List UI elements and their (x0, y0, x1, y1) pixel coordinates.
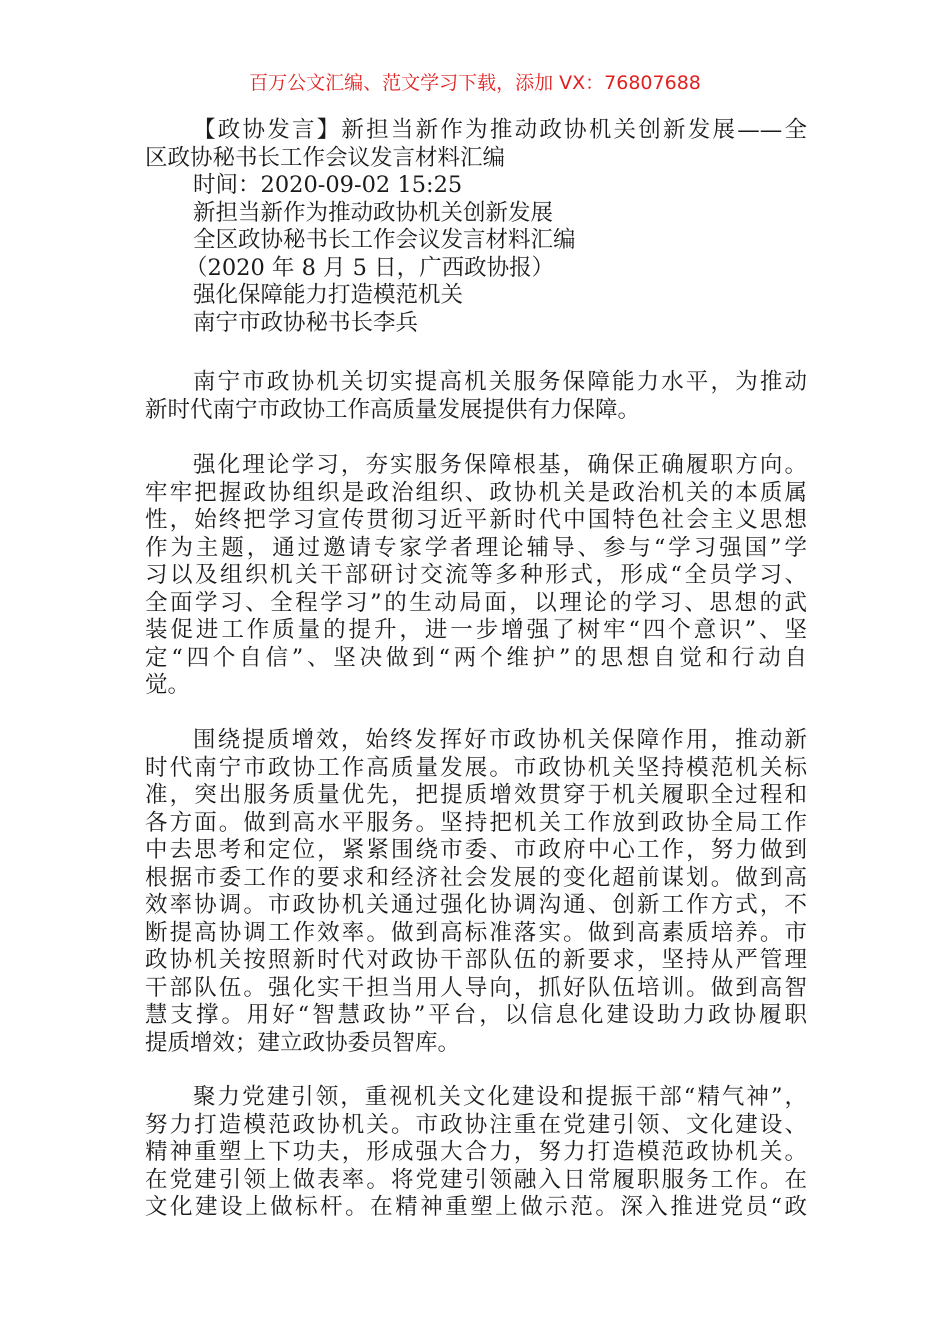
author: 南宁市政协秘书长李兵 (193, 309, 419, 336)
paragraph-line: 觉。 (145, 672, 191, 698)
paragraph-line: 南宁市政协机关切实提高机关服务保障能力水平，为推动 (193, 369, 807, 395)
paragraph-line: 干部队伍。强化实干担当用人导向，抓好队伍培训。做到高智 (145, 974, 807, 1001)
subtitle: 全区政协秘书长工作会议发言材料汇编 (193, 227, 576, 253)
paragraph-line: 各方面。做到高水平服务。坚持把机关工作放到政协全局工作 (145, 809, 807, 836)
paragraph-line: 断提高协调工作效率。做到高标准落实。做到高素质培养。市 (145, 919, 807, 946)
paragraph-line: 强化理论学习，夯实服务保障根基，确保正确履职方向。 (193, 452, 807, 478)
paragraph-line: 效率协调。市政协机关通过强化协调沟通、创新工作方式，不 (145, 892, 807, 918)
paragraph-line: 牢牢把握政协组织是政治组织、政协机关是政治机关的本质属 (145, 479, 807, 506)
section-title: 强化保障能力打造模范机关 (193, 282, 464, 308)
publish-time: 时间：2020-09-02 15:25 (193, 172, 463, 198)
watermark-banner: 百万公文汇编、范文学习下载，添加 VX：76807688 (249, 72, 701, 94)
paragraph-line: 中去思考和定位，紧紧围绕市委、市政府中心工作，努力做到 (145, 837, 807, 863)
paragraph-line: 时代南宁市政协工作高质量发展。市政协机关坚持模范机关标 (145, 754, 807, 781)
paragraph-line: 文化建设上做标杆。在精神重塑上做示范。深入推进党员“政 (145, 1194, 807, 1220)
paragraph (145, 452, 807, 700)
paragraph-line: 新时代南宁市政协工作高质量发展提供有力保障。 (145, 396, 641, 423)
subtitle: 新担当新作为推动政协机关创新发展 (193, 199, 554, 226)
paragraph (145, 369, 807, 424)
source-line: （2020 年 8 月 5 日，广西政协报） (185, 254, 555, 281)
paragraph-line: 提质增效；建立政协委员智库。 (145, 1029, 461, 1056)
paragraph-line: 围绕提质增效，始终发挥好市政协机关保障作用，推动新 (193, 727, 807, 753)
paragraph-line: 努力打造模范政协机关。市政协注重在党建引领、文化建设、 (145, 1111, 807, 1138)
paragraph (145, 727, 807, 1057)
paragraph-line: 全面学习、全程学习”的生动局面，以理论的学习、思想的武 (145, 589, 807, 616)
paragraph-line: 慧支撑。用好“智慧政协”平台，以信息化建设助力政协履职 (145, 1002, 807, 1028)
title-line: 【政协发言】新担当新作为推动政协机关创新发展——全 (193, 117, 807, 143)
paragraph-line: 聚力党建引领，重视机关文化建设和提振干部“精气神”， (193, 1084, 807, 1110)
paragraph-line: 精神重塑上下功夫，形成强大合力，努力打造模范政协机关。 (145, 1139, 807, 1165)
paragraph-line: 习以及组织机关干部研讨交流等多种形式，形成“全员学习、 (145, 562, 807, 588)
title-line: 区政协秘书长工作会议发言材料汇编 (145, 144, 506, 171)
paragraph-line: 定“四个自信”、坚决做到“两个维护”的思想自觉和行动自 (145, 644, 807, 671)
paragraph-line: 装促进工作质量的提升，进一步增强了树牢“四个意识”、坚 (145, 617, 807, 643)
paragraph-line: 政协机关按照新时代对政协干部队伍的新要求，坚持从严管理 (145, 947, 807, 973)
paragraph-line: 准，突出服务质量优先，把提质增效贯穿于机关履职全过程和 (145, 782, 807, 808)
paragraph-line: 性，始终把学习宣传贯彻习近平新时代中国特色社会主义思想 (145, 507, 807, 533)
paragraph-line: 在党建引领上做表率。将党建引领融入日常履职服务工作。在 (145, 1166, 807, 1193)
paragraph (145, 1084, 807, 1222)
document-header (145, 117, 807, 337)
paragraph-line: 作为主题，通过邀请专家学者理论辅导、参与“学习强国”学 (145, 534, 807, 561)
paragraph-line: 根据市委工作的要求和经济社会发展的变化超前谋划。做到高 (145, 864, 807, 891)
